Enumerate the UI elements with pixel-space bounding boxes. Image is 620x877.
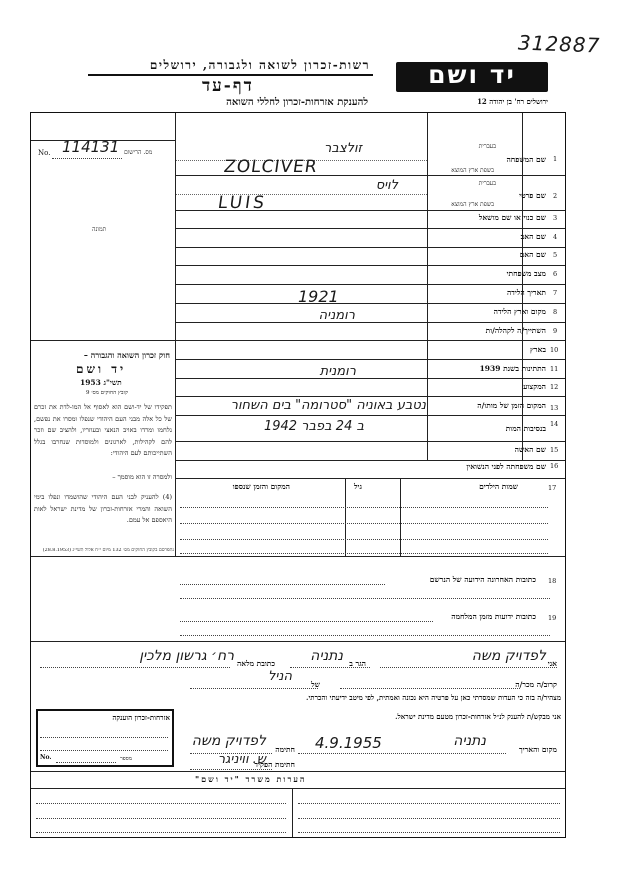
field-7-label: תאריך הלידה: [506, 288, 546, 297]
children-names-header: שמות הילדים: [479, 482, 518, 491]
law-year: תשי"ג 1953: [80, 378, 122, 387]
record-number-value: 114131: [62, 138, 120, 156]
field-6-label: מצב משפחתי: [506, 269, 546, 278]
field-10-number: 10: [550, 346, 559, 354]
field-2-sub2: בשפת ארץ המוצא: [451, 201, 494, 208]
law-title: חוק זכרון השואה והגבורה –: [83, 350, 170, 360]
form-subtitle: להענקת אזרחות-זכרון לחללי השואה: [226, 97, 368, 108]
law-paragraph-2: (4) להעניק לבני העם היהודי שהושמדו ונפלו בימי השואה והמרי אזרחות-זכרון של מדינת ישראל לאות היאספם אל עמם.: [34, 493, 172, 524]
field-2-label: שם פרטי: [519, 191, 546, 200]
field-12-number: 12: [550, 383, 559, 391]
field-18-label: כתובות האחרונה הידועה של הנרשם: [429, 575, 536, 584]
field-16-number: 16: [550, 462, 559, 470]
declarant-name: לפדויק משה: [471, 648, 546, 664]
law-ref: קובץ החוקים מס׳ 9: [86, 390, 128, 396]
resides-label: הגר ב: [349, 659, 366, 668]
signature-label: חתימה: [275, 745, 295, 754]
field-19-number: 19: [548, 614, 557, 622]
first-name-latin: LUIS: [216, 193, 269, 213]
date-value: 4.9.1955: [315, 734, 382, 752]
place-date-label: מקום והאריך: [518, 745, 557, 754]
field-1-label: שם המשפחה: [506, 155, 546, 164]
birth-place-value: רומניה: [318, 308, 355, 323]
field-2-number: 2: [553, 192, 558, 200]
field-5-number: 5: [553, 251, 558, 259]
declarant-label: אני: [547, 659, 557, 668]
birth-date-value: 1921: [298, 287, 339, 306]
address-label: כתובת מלאה: [236, 659, 275, 668]
field-13-label: המקום הזמן של מותו/ה: [477, 401, 546, 410]
nationality-value: רומנית: [319, 364, 356, 379]
place-value: נתניה: [453, 733, 486, 749]
form-title: דף-עד: [202, 76, 254, 96]
surname-latin: ZOLCIVER: [222, 157, 319, 177]
record-number-label: מס. הרישום: [124, 149, 153, 156]
field-16-label: שם משפחתה לפני הנשואין: [466, 462, 546, 471]
field-15-number: 15: [550, 446, 559, 454]
field-18-number: 18: [548, 577, 557, 585]
field-11-label: התתינות בשנת 1939: [479, 364, 546, 373]
of-value: הניל: [268, 669, 292, 684]
children-age-header: גיל: [354, 482, 362, 491]
field-1-sub2: בשפת ארץ המוצא: [451, 167, 494, 174]
first-name-hebrew: לויס: [375, 178, 398, 193]
officer-label: חתימת הפקיד: [254, 760, 295, 769]
citizenship-request: אני מבקש/ת להענק לנ״ל אזרחות-זכרון מטעם מדינת ישראל.: [395, 712, 561, 721]
field-3-label: שם כנוי או שם מושאל: [478, 213, 546, 222]
field-1-sub: בעברית: [478, 143, 496, 150]
archive-number: 312887: [517, 30, 601, 58]
citizenship-no-label: No.: [40, 754, 52, 761]
field-8-number: 8: [553, 308, 558, 316]
officer-signature: ש. וויניגר: [217, 752, 266, 767]
children-place-header: המקום והזמן שנספו: [232, 482, 290, 491]
remarks-title: הערות משרד "יד ושם": [195, 774, 307, 784]
resides-value: נתניה: [310, 648, 343, 664]
field-7-number: 7: [553, 289, 558, 297]
field-12-label: המקצוע: [523, 382, 546, 391]
address: ירושלים רח' בן יהודה 12: [477, 97, 548, 106]
field-6-number: 6: [553, 270, 558, 278]
declaration-statement: מצהיר/ה בזה כי העדות שמסרתי כאן על פרטיה היא נכונה ואמתית, לפי מיטב ידיעתי והכרתי.: [306, 693, 561, 702]
photo-label: תמונה: [92, 226, 107, 233]
field-13-number: 13: [550, 404, 559, 412]
field-1-number: 1: [553, 155, 558, 163]
field-8-label: מקום וארץ הלידה: [493, 307, 546, 316]
field-3-number: 3: [553, 214, 558, 222]
law-paragraph-1b: ולמסרה זו הוא מוסמך –: [112, 473, 172, 481]
signature-value: לפדויק משה: [191, 733, 266, 749]
field-15-label: שם האשה: [514, 445, 546, 454]
relation-label: קרוב/ה מכר/ה: [515, 680, 557, 689]
field-14-number: 14: [550, 420, 559, 428]
law-name: יד ושם: [76, 362, 127, 376]
surname-hebrew: זולצבר: [324, 141, 362, 156]
field-9-number: 9: [553, 327, 558, 335]
address-value: רח׳ גרשון מלכין: [139, 648, 234, 664]
field-19-label: כתובות ידועות מזמן המלחמה: [451, 612, 536, 621]
death-place-value: נטבע באוניה "סטרומה" בים השחור: [230, 398, 426, 413]
field-9-label: השתייך/ה לקהלה/ות: [485, 326, 546, 335]
logo-text: יד ושם: [428, 60, 516, 89]
citizenship-no-he: מספר: [120, 756, 132, 762]
field-14-label: בנסיבות המות: [505, 424, 546, 433]
field-4-label: שם האב: [520, 232, 546, 241]
field-11-number: 11: [550, 365, 559, 373]
field-4-number: 4: [553, 233, 558, 241]
record-number-prefix: No.: [38, 149, 51, 157]
law-paragraph-1: תפקידו של יד-ושם הוא לאסוף אל המו-לדת את זכרם של כל אלה מבני העם היהודי שנפלו ומסרו את נפשם, נלחמו ומרדו באויב הנאצי ובעוזריו, ולהציב שם וזכר להם לקהילות, לארגונים ולמוסדות שנחרבו בגלל השתייכותם לעם היהודי:: [34, 403, 172, 457]
death-date-value: ב 24 בפבר 1942: [263, 419, 364, 434]
citizenship-box-title: אזרחות-זכרון הוענקה: [112, 713, 170, 722]
field-10-label: בארץ: [529, 345, 546, 354]
field-17-number: 17: [548, 484, 557, 492]
law-footer: נתפרסם בקובץ החוקים מס׳ 132 מיום י״ח אלול תשי״ג (28.8.1953): [42, 548, 174, 553]
field-5-label: שם האם: [519, 250, 546, 259]
of-label: של: [311, 680, 320, 689]
authority-line: רשות-זכרון לשואה ולגבורה, ירושלים: [149, 58, 370, 72]
field-2-sub: בעברית: [478, 180, 496, 187]
